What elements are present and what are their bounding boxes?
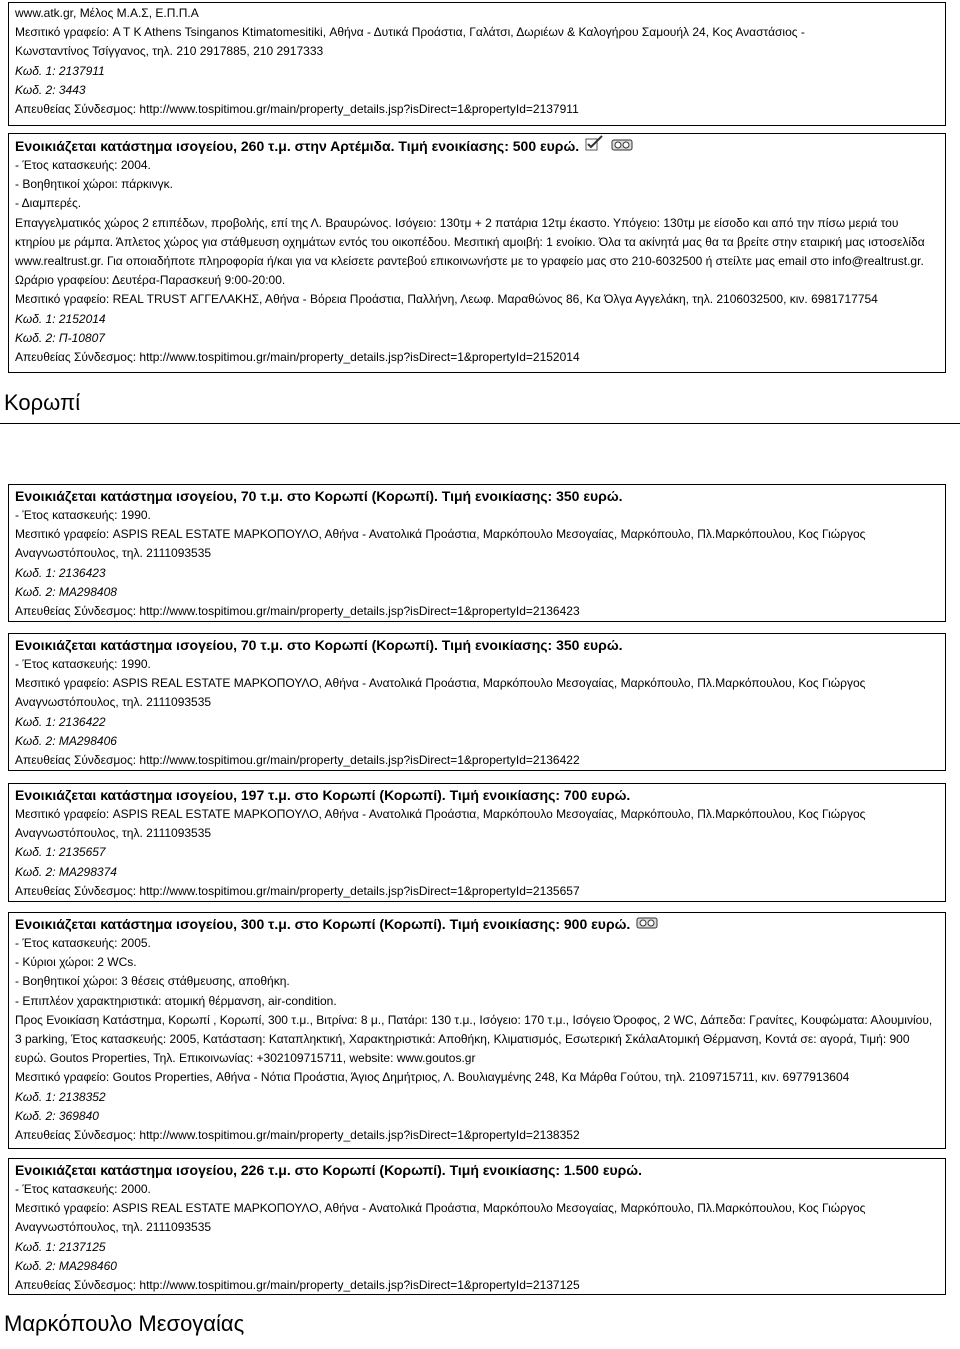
code-2: Κωδ. 2: 369840 — [15, 1108, 99, 1123]
listing-description: Επαγγελματικός χώρος 2 επιπέδων, προβολής, επί της Λ. Βραυρώνος. Ισόγειο: 130τμ + 2 πατάρια 12τμ έκαστο. Υπόγειο: 130τμ με είσοδο και από την πίσω μεριά του κτηρίου με ράμπα. Άπλετος χώρος για στάθμευση οχημάτων εντός του οικοπέδου. Μεσιτική αμοιβή: 1 ενοίκιο. Όλα τα ακίνητά μας θα τα βρείτε στην εταιρική μας ιστοσελίδα www.realtrust.gr. Για οποιαδήποτε πληροφορία ή/και για να κλείσετε ραντεβού επικοινωνήστε με το γραφείο μας στο 210-6032500 ή στείλτε μας email στο info@realtrust.gr. Ωράριο γραφείου: Δευτέρα-Παρασκευή 9:00-20:00. — [15, 215, 925, 288]
agency-office: Μεσιτικό γραφείο: Goutos Properties, Αθήνα - Νότια Προάστια, Άγιος Δημήτριος, Λ. Βουλιαγμένης 248, Κα Μάρθα Γούτου, τηλ. 2109715711, κιν. 6977913604 — [15, 1070, 850, 1085]
code-1: Κωδ. 1: 2137125 — [15, 1239, 106, 1254]
agency-office-line2: Κωνσταντίνος Τσίγγανος, τηλ. 210 2917885, 210 2917333 — [15, 44, 324, 59]
feature-year: - Έτος κατασκευής: 2004. — [15, 158, 151, 172]
feature-year: - Έτος κατασκευής: 2000. — [15, 1182, 151, 1196]
listing-title: Ενοικιάζεται κατάστημα ισογείου, 70 τ.μ. στο Κορωπί (Κορωπί). Τιμή ενοικίασης: 350 ευρώ. — [15, 488, 623, 504]
feature-auxiliary: - Βοηθητικοί χώροι: 3 θέσεις στάθμευσης, αποθήκη. — [15, 974, 290, 989]
code-2: Κωδ. 2: ΜΑ298406 — [15, 733, 117, 748]
code-2: Κωδ. 2: Π-10807 — [15, 330, 105, 345]
agency-office: Μεσιτικό γραφείο: REAL TRUST ΑΓΓΕΛΑΚΗΣ, Αθήνα - Βόρεια Προάστια, Παλλήνη, Λεωφ. Μαραθώνος 86, Κα Όλγα Αγγελάκη, τηλ. 2106032500, κιν. 6981717754 — [15, 292, 878, 307]
feature-year: - Έτος κατασκευής: 1990. — [15, 508, 151, 522]
section-heading-koropi: Κορωπί — [4, 390, 81, 415]
direct-link[interactable]: Απευθείας Σύνδεσμος: http://www.tospitimou.gr/main/property_details.jsp?isDirect=1&propertyId=2135657 — [15, 883, 580, 898]
code-1: Κωδ. 1: 2152014 — [15, 311, 106, 326]
listing-artemida — [8, 133, 946, 373]
feature-extra: - Επιπλέον χαρακτηριστικά: ατομική θέρμανση, air-condition. — [15, 993, 337, 1008]
listing-title: Ενοικιάζεται κατάστημα ισογείου, 226 τ.μ. στο Κορωπί (Κορωπί). Τιμή ενοικίασης: 1.500 ευρώ. — [15, 1162, 642, 1178]
direct-link[interactable]: Απευθείας Σύνδεσμος: http://www.tospitimou.gr/main/property_details.jsp?isDirect=1&propertyId=2136422 — [15, 753, 580, 768]
code-1: Κωδ. 1: 2135657 — [15, 845, 106, 860]
section-heading-markopoulo: Μαρκόπουλο Μεσογαίας — [4, 1311, 245, 1336]
code-1: Κωδ. 1: 2137911 — [15, 63, 105, 78]
listing-atk — [8, 2, 946, 126]
code-1: Κωδ. 1: 2136422 — [15, 714, 106, 729]
feature-auxiliary: - Βοηθητικοί χώροι: πάρκινγκ. — [15, 177, 174, 192]
agency-office: Μεσιτικό γραφείο: ASPIS REAL ESTATE ΜΑΡΚΟΠΟΥΛΟ, Αθήνα - Ανατολικά Προάστια, Μαρκόπουλο Μεσογαίας, Μαρκόπουλο, Πλ.Μαρκόπουλου, Κος Γιώργος Αναγνωστόπουλος, τηλ. 2111093535 — [15, 676, 866, 710]
listing-title: Ενοικιάζεται κατάστημα ισογείου, 70 τ.μ. στο Κορωπί (Κορωπί). Τιμή ενοικίασης: 350 ευρώ. — [15, 637, 623, 653]
listing-koropi-197 — [8, 783, 946, 902]
listing-heading — [15, 914, 939, 934]
section-divider — [0, 423, 960, 424]
code-1: Κωδ. 1: 2136423 — [15, 565, 106, 580]
checkmark-icon — [585, 135, 605, 156]
agency-office: Μεσιτικό γραφείο: ASPIS REAL ESTATE ΜΑΡΚΟΠΟΥΛΟ, Αθήνα - Ανατολικά Προάστια, Μαρκόπουλο Μεσογαίας, Μαρκόπουλο, Πλ.Μαρκόπουλου, Κος Γιώργος Αναγνωστόπουλος, τηλ. 2111093535 — [15, 807, 866, 841]
agency-office-line1: Μεσιτικό γραφείο: A T K Athens Tsinganos Ktimatomesitiki, Αθήνα - Δυτικά Προάστια, Γαλάτσι, Δωριέων & Καλογήρου Σαμουήλ 24, Κος Αναστάσιος - — [15, 25, 805, 40]
feature-through: - Διαμπερές. — [15, 196, 82, 211]
code-2: Κωδ. 2: 3443 — [15, 82, 86, 97]
listing-heading — [15, 135, 939, 156]
listing-koropi-70-b — [8, 633, 946, 771]
agency-office: Μεσιτικό γραφείο: ASPIS REAL ESTATE ΜΑΡΚΟΠΟΥΛΟ, Αθήνα - Ανατολικά Προάστια, Μαρκόπουλο Μεσογαίας, Μαρκόπουλο, Πλ.Μαρκόπουλου, Κος Γιώργος Αναγνωστόπουλος, τηλ. 2111093535 — [15, 1201, 866, 1235]
listing-title: Ενοικιάζεται κατάστημα ισογείου, 300 τ.μ. στο Κορωπί (Κορωπί). Τιμή ενοικίασης: 900 ευρώ. — [15, 916, 631, 932]
listing-title: Ενοικιάζεται κατάστημα ισογείου, 197 τ.μ. στο Κορωπί (Κορωπί). Τιμή ενοικίασης: 700 ευρώ. — [15, 787, 631, 803]
direct-link[interactable]: Απευθείας Σύνδεσμος: http://www.tospitimou.gr/main/property_details.jsp?isDirect=1&propertyId=2136423 — [15, 604, 580, 619]
camera-icon[interactable] — [611, 136, 633, 156]
direct-link[interactable]: Απευθείας Σύνδεσμος: http://www.tospitimou.gr/main/property_details.jsp?isDirect=1&propertyId=2138352 — [15, 1128, 580, 1143]
camera-icon[interactable] — [636, 914, 658, 934]
agency-office: Μεσιτικό γραφείο: ASPIS REAL ESTATE ΜΑΡΚΟΠΟΥΛΟ, Αθήνα - Ανατολικά Προάστια, Μαρκόπουλο Μεσογαίας, Μαρκόπουλο, Πλ.Μαρκόπουλου, Κος Γιώργος Αναγνωστόπουλος, τηλ. 2111093535 — [15, 527, 866, 561]
listing-koropi-70-a — [8, 484, 946, 622]
listing-koropi-226 — [8, 1158, 946, 1295]
code-2: Κωδ. 2: ΜΑ298374 — [15, 864, 117, 879]
code-2: Κωδ. 2: ΜΑ298408 — [15, 584, 117, 599]
code-2: Κωδ. 2: ΜΑ298460 — [15, 1258, 117, 1273]
direct-link[interactable]: Απευθείας Σύνδεσμος: http://www.tospitimou.gr/main/property_details.jsp?isDirect=1&propertyId=2152014 — [15, 350, 580, 365]
code-1: Κωδ. 1: 2138352 — [15, 1089, 106, 1104]
listing-koropi-300 — [8, 912, 946, 1149]
listing-description: Προς Ενοικίαση Κατάστημα, Κορωπί , Κορωπί, 300 τ.μ., Βιτρίνα: 8 μ., Πατάρι: 130 τ.μ., Ισόγειο: 170 τ.μ., Ισόγειο Όροφος, 2 WC, Δάπεδα: Γρανίτες, Κουφώματα: Αλουμινίου, 3 parking, Έτος κατασκευής: 2005, Κατάσταση: Καταπληκτική, Χαρακτηριστικά: Αποθήκη, Κλιματισμός, Εσωτερική ΣκάλαΑτομική Θέρμανση, Κοντά σε: αγορά, Τιμή: 900 ευρώ. Goutos Properties, Τηλ. Επικοινωνίας: +302109715711, website: www.goutos.gr — [15, 1012, 933, 1066]
direct-link[interactable]: Απευθείας Σύνδεσμος: http://www.tospitimou.gr/main/property_details.jsp?isDirect=1&propertyId=2137911 — [15, 102, 579, 117]
feature-year: - Έτος κατασκευής: 2005. — [15, 936, 151, 950]
listing-title: Ενοικιάζεται κατάστημα ισογείου, 260 τ.μ. στην Αρτέμιδα. Τιμή ενοικίασης: 500 ευρώ. — [15, 137, 580, 154]
feature-main-rooms: - Κύριοι χώροι: 2 WCs. — [15, 955, 137, 970]
direct-link[interactable]: Απευθείας Σύνδεσμος: http://www.tospitimou.gr/main/property_details.jsp?isDirect=1&propertyId=2137125 — [15, 1278, 580, 1293]
agency-membership: www.atk.gr, Μέλος Μ.Α.Σ, Ε.Π.Π.Α — [15, 6, 199, 20]
feature-year: - Έτος κατασκευής: 1990. — [15, 657, 151, 671]
